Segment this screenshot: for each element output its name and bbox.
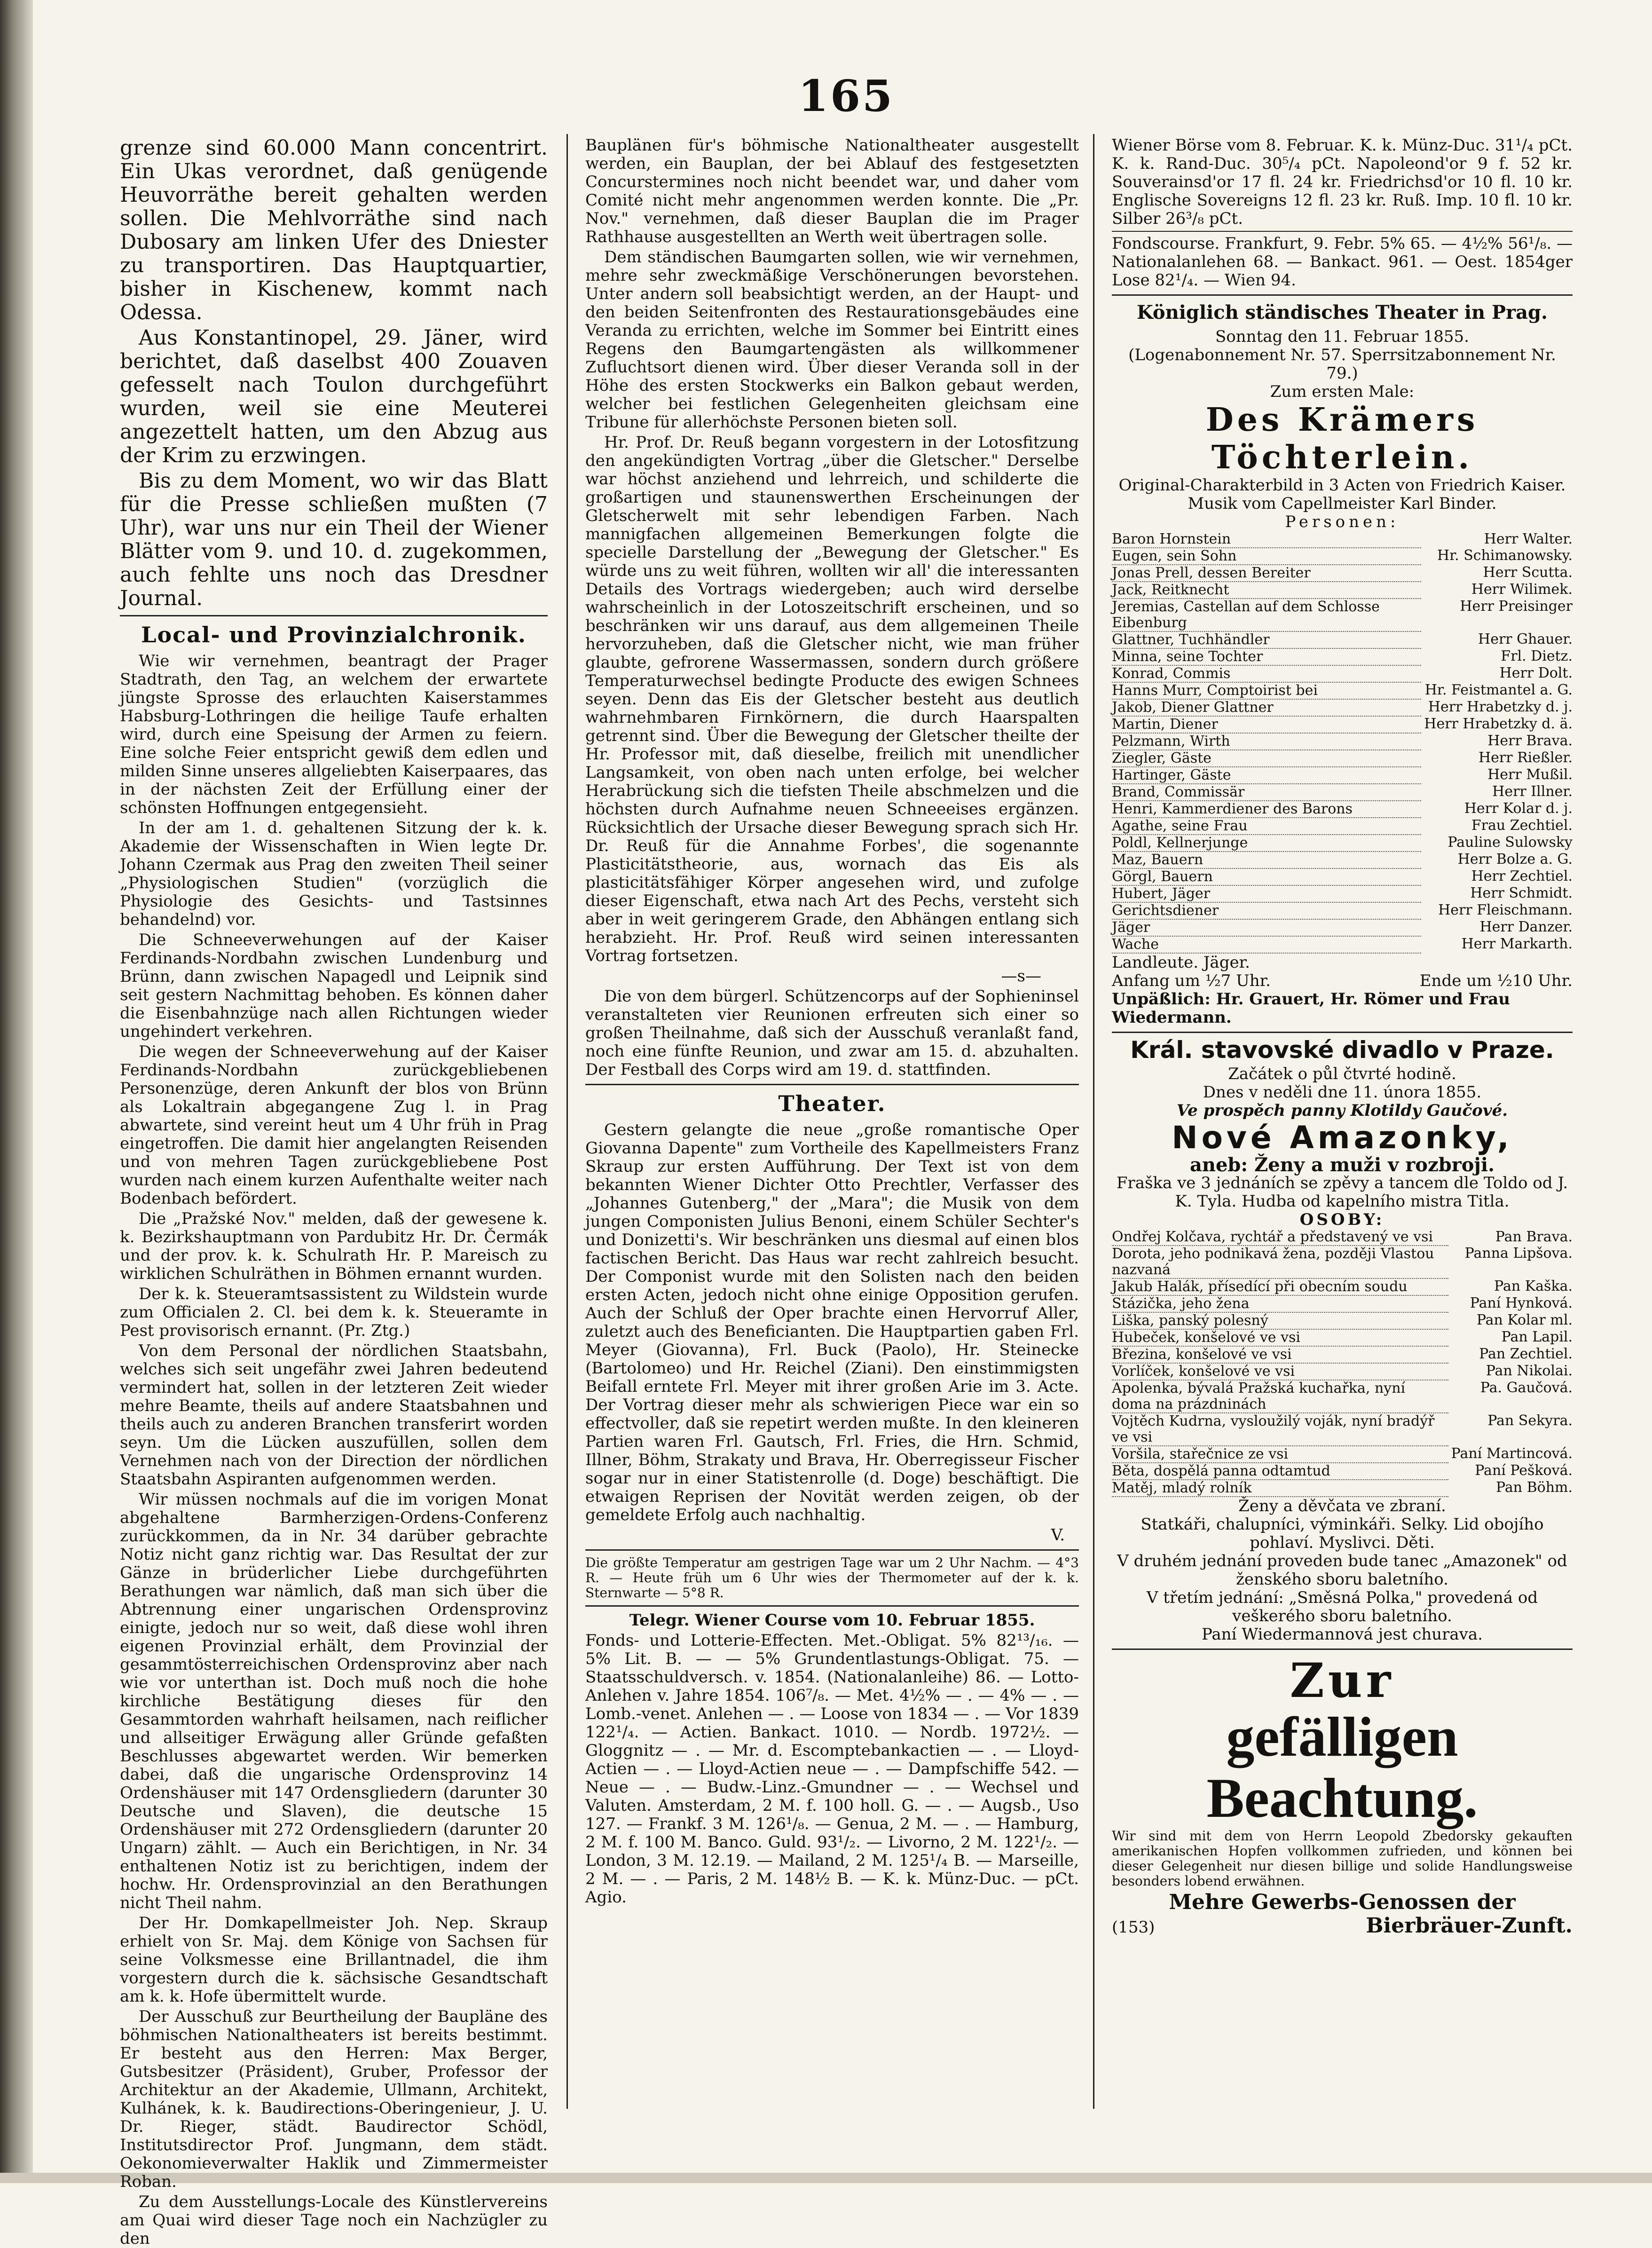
news-item: Der k. k. Steueramtsassistent zu Wildstein wurde zum Officialen 2. Cl. bei dem k. k. Steueramte in Pest provisorisch ernannt. (Pr. Ztg.) [120, 1285, 548, 1340]
cast-row [1112, 1446, 1573, 1463]
news-item: Die Schneeverwehungen auf der Kaiser Ferdinands-Nordbahn zwischen Lundenburg und Brünn, dann zwischen Napagedl und Leipnik sind seit gestern Nachmittag behoben. Es können daher die Eisenbahnzüge nach allen Richtungen wieder ungehindert verkehren. [120, 931, 548, 1041]
cast-row [1112, 1329, 1573, 1346]
cast-row [1112, 1278, 1573, 1295]
cz-date: Dnes v neděli dne 11. února 1855. [1203, 1083, 1482, 1102]
actor: Herr Scutta. [1483, 564, 1573, 581]
cast-row [1112, 902, 1573, 919]
actor: Herr Wilimek. [1471, 581, 1573, 598]
cz-note: V třetím jednání: „Směsná Polka," provedená od veškerého sboru baletního. [1146, 1588, 1538, 1625]
cast-row [1112, 648, 1573, 665]
actor: Herr Danzer. [1479, 919, 1573, 935]
cz-note: Ženy a děvčata ve zbraní. [1238, 1497, 1446, 1515]
actor: Herr Brava. [1487, 733, 1573, 749]
role: Konrad, Commis [1112, 665, 1421, 682]
ad-signature: Bierbräuer-Zunft. [1366, 1914, 1573, 1938]
telegr-heading: Telegr. Wiener Course vom 10. Februar 1855. [629, 1611, 1035, 1630]
column-rule [1093, 134, 1094, 2109]
cz-note: Paní Wiedermannová jest churava. [1202, 1625, 1483, 1644]
boerse-note: Wiener Börse vom 8. Februar. K. k. Münz-Duc. 31¹/₄ pCt. K. k. Rand-Duc. 30⁵/₄ pCt. Napoleond'or 9 f. 52 kr. Souverainsd'or 17 fl. 24 kr. Friedrichsd'or 10 fl. 10 kr. Englische Sovereigns 12 fl. 23 kr. Ruß. Imp. 10 fl. 10 kr. Silber 26³/₈ pCt. [1112, 136, 1573, 228]
news-item: Von dem Personal der nördlichen Staatsbahn, welches sich seit ungefähr zwei Jahren bedeutend vermindert hat, sollen in der letzteren Zeit wieder mehre Beamte, theils auf andere Staatsbahnen und theils auch zu anderen Branchen transferirt worden seyn. Um die Lücken auszufüllen, sollen dem Vernehmen nach von der Direction der nördlichen Staatsbahn Aspiranten aufgenommen werden. [120, 1341, 548, 1489]
paragraph: grenze sind 60.000 Mann concentrirt. Ein Ukas verordnet, daß genügende Heuvorräthe bereit gehalten werden sollen. Die Mehlvorräthe sind nach Dubosary am linken Ufer des Dniester zu transportiren. Das Hauptquartier, bisher in Kischenew, kommt nach Odessa. [120, 136, 548, 324]
cast-row [1112, 936, 1573, 953]
news-item: Die von dem bürgerl. Schützencorps auf der Sophieninsel veranstalteten vier Reunionen erfreuten sich einer so großen Theilnahme, daß sich der Ausschuß veranlaßt fand, noch eine fünfte Reunion, und zwar am 15. d. abzuhalten. Der Festball des Corps wird am 19. d. stattfinden. [585, 987, 1079, 1079]
actor: Herr Bolze a. G. [1457, 851, 1573, 868]
role: Stázička, jeho žena [1112, 1295, 1448, 1312]
role: Dorota, jeho podnikavá žena, později Vlastou nazvaná [1112, 1246, 1448, 1278]
section-heading: Local- und Provinzialchronik. [141, 622, 527, 647]
ad-heading: gefälligen Beachtung. [1206, 1705, 1478, 1829]
actor: Pan Kolar ml. [1476, 1312, 1573, 1328]
actor: Pa. Gaučová. [1480, 1380, 1573, 1396]
actor: Paní Pešková. [1475, 1462, 1573, 1479]
actor: Herr Rießler. [1478, 749, 1573, 766]
role: Baron Hornstein [1112, 531, 1421, 548]
actor: Herr Preisinger [1460, 598, 1573, 615]
news-item: Die wegen der Schneeverwehung auf der Kaiser Ferdinands-Nordbahn zurückgebliebenen Personenzüge, deren Ankunft der blos von Brünn als Lokaltrain abgegangene Zug l. in Prag abwartete, sind vereint heut um 4 Uhr früh in Prag eingetroffen. Die damit hier angelangten Reisenden und von mehren Tagen zurückgebliebene Post wurden nach einem kurzen Aufenthalte weiter nach Bodenbach befördert. [120, 1042, 548, 1208]
role: Běta, dospělá panna odtamtud [1112, 1463, 1448, 1480]
abonnement: (Logenabonnement Nr. 57. Sperrsitzabonnement Nr. 79.) [1128, 346, 1556, 383]
cast-row [1112, 1295, 1573, 1312]
ad-footer [1112, 1914, 1573, 1938]
theater-title: Königlich ständisches Theater in Prag. [1137, 301, 1548, 323]
cast-row [1112, 582, 1573, 599]
ad-text: Wir sind mit dem von Herrn Leopold Zbedorsky gekauften amerikanischen Hopfen vollkommen zufrieden, und können bei dieser Gelegenheit nur diesen billige und solide Handlungsweise besonders lobend erwähnen. [1112, 1828, 1573, 1889]
ad-heading-top: Zur [1290, 1653, 1395, 1708]
paragraph: Bauplänen für's böhmische Nationaltheater ausgestellt werden, ein Bauplan, der bei Ablauf des festgesetzten Concurstermines noch nicht beendet war, und daher vom Comité nicht mehr angenommen werden konnte. Die „Pr. Nov." vernehmen, daß dieser Bauplan die im Prager Rathhause ausgestellten an Werth weit übertragen solle. [585, 136, 1079, 246]
news-item: Zu dem Ausstellungs-Locale des Künstlervereins am Quai wird dieser Tage noch ein Nachzügler zu den [120, 2193, 548, 2248]
role: Liška, panský polesný [1112, 1312, 1448, 1329]
divider [585, 1605, 1079, 1607]
cast-row [1112, 548, 1573, 565]
role: Maz, Bauern [1112, 852, 1421, 868]
role: Hanns Murr, Comptoirist bei [1112, 682, 1421, 699]
course-listing: Fonds- und Lotterie-Effecten. Met.-Obligat. 5% 82¹³/₁₆. — 5% Lit. B. — — 5% Grundentlastungs-Obligat. 75. — Staatsschuldversch. v. 1854. (Nationalanleihe) 86. — Lotto-Anlehen v. Jahre 1854. 106⁷/₈. — Met. 4½% — . — 4% — . — Lomb.-venet. Anlehen — . — Loose von 1834 — . — Vor 1839 122¹/₄. — Actien. Bankact. 1010. — Nordb. 1972½. — Gloggnitz — . — Mr. d. Escomptebankactien — . — Lloyd-Actien — . — Lloyd-Actien neue — . — Dampfschiffe 542. — Neue — . — Budw.-Linz.-Gmundner — . — Wechsel und Valuten. Amsterdam, 2 M. f. 100 holl. G. — . — Augsb., Uso 127. — Frankf. 3 M. 126¹/₈. — Genua, 2 M. — . — Hamburg, 2 M. f. 100 M. Banco. Guld. 93¹/₂. — Livorno, 2 M. 122¹/₂. — London, 3 M. 12.19. — Mailand, 2 M. 125¹/₄ B. — Marseille, 2 M. — . — Paris, 2 M. 148½ B. — K. k. Münz-Duc. — pCt. Agio. [585, 1631, 1079, 1907]
role: Hubeček, konšelové ve vsi [1112, 1329, 1448, 1346]
news-item: Wir müssen nochmals auf die im vorigen Monat abgehaltene Barmherzigen-Ordens-Conferenz zurückkommen, da in Nr. 34 darüber gebrachte Notiz nicht ganz richtig war. Das Resultat der zur Gänze in brüderlicher Liebe durchgeführten Berathungen war nämlich, daß man sich über die Abtrennung einer ungarischen Ordensprovinz einigte, jedoch nur so weit, daß diese wohl ihren eigenen Provinzial erhält, dem Provinzial der gesammtösterreichischen Ordensprovinz aber nach wie vor unterthan ist. Doch muß noch die hohe kirchliche Bestätigung dieses für den Gesammtorden wahrhaft heilsamen, nach reiflicher und allseitiger Erwägung aller Gründe gefaßten Beschlusses abgewartet werden. Wir bemerken dabei, daß die ungarische Ordensprovinz 14 Ordenshäuser mit 147 Ordensgliedern (darunter 30 Deutsche und Slaven), die deutsche 15 Ordenshäuser mit 272 Ordensgliedern (darunter 20 Ungarn) zählt. — Auch ein Berichtigen, in Nr. 34 enthaltenen Notiz ist zu berichtigen, indem der hochw. Hr. Ordensprovinzial an den Berathungen nicht Theil nahm. [120, 1490, 548, 1912]
signature: —s— [1001, 967, 1041, 986]
cz-benefit: Ve prospěch panny Klotildy Gaučové. [1176, 1101, 1508, 1120]
actor: Herr Kolar d. j. [1464, 800, 1573, 817]
times-row [1112, 972, 1573, 990]
cast-row [1112, 665, 1573, 682]
newspaper-page [120, 71, 1573, 2248]
cz-cast-list [1112, 1229, 1573, 1497]
column-left [120, 136, 548, 2248]
cast-list [1112, 531, 1573, 954]
actor: Herr Ghauer. [1478, 631, 1573, 647]
role: Martin, Diener [1112, 716, 1421, 733]
news-item: Wie wir vernehmen, beantragt der Prager Stadtrath, den Tag, an welchem der erwartete jüngste Sprosse des erlauchten Kaiserstammes Habsburg-Lothringen die heilige Taufe erhalten wird, durch eine Speisung der Armen zu feiern. Eine solche Feier entspricht gewiß dem edlen und milden Sinne unseres allgeliebten Kaiserpaares, das in der nächsten Zeit der Erfüllung einer der schönsten Hoffnungen entgegensieht. [120, 652, 548, 817]
cast-row [1112, 1413, 1573, 1446]
cast-row [1112, 699, 1573, 716]
role: Poldl, Kellnerjunge [1112, 835, 1421, 852]
cast-heading: Personen: [1285, 513, 1400, 531]
cast-row [1112, 784, 1573, 801]
role: Ondřej Kolčava, rychtář a představený ve vsi [1112, 1229, 1448, 1246]
cast-row [1112, 767, 1573, 784]
news-item: Die „Pražské Nov." melden, daß der gewesene k. k. Bezirkshauptmann von Pardubitz Hr. Dr. Čermák und der prov. k. k. Schulrath Hr. P. Mareisch zu wirklichen Schulräthen in Böhmen ernannt wurden. [120, 1209, 548, 1283]
actor: Pauline Sulowsky [1447, 834, 1573, 851]
news-item: Hr. Prof. Dr. Reuß begann vorgestern in der Lotosfitzung den angekündigten Vortrag „über die Gletscher." Derselbe war höchst anziehend und lehrreich, und schilderte die großartigen und staunenswerthen Erscheinungen der Gletscherwelt mit sehr lebendigen Farben. Nach mannigfachen allgemeinen Bemerkungen folgte die specielle Darstellung der „Bewegung der Gletscher." Es würde uns zu weit führen, wollten wir all' die interessanten Details des Vortrags wiedergeben; auch wird derselbe wahrscheinlich in der Lotoszeitschrift erscheinen, und so beschränken wir uns darauf, aus dem allgemeinen Theile hervorzuheben, daß die Gletscher nicht, wie man früher glaubte, gefrorene Wassermassen, sondern durch größere Temperaturwechsel bedingte Producte des ewigen Schnees seyen. Denn das Eis der Gletscher besteht aus deutlich wahrnehmbaren Firnkörnern, die durch Haarspalten getrennt sind. Über die Bewegung der Gletscher theilte der Hr. Professor mit, daß dieselbe, freilich mit unendlicher Langsamkeit, von oben nach unten erfolge, bei welcher Herabrückung sich die tiefsten Theile abschmelzen und die höchsten durch Aufnahme neuen Schneeeises ergänzen. Rücksichtlich der Ursache dieser Bewegung sprach sich Hr. Dr. Reuß für die Annahme Forbes', die sogenannte Plasticitätstheorie, aus, wornach das Eis als plasticitätsfähiger Körper angesehen wird, und zufolge dieser Eigenschaft, etwa nach Art des Pechs, versteht sich aber in weit geringerem Grade, den Abhängen entlang sich herabzieht. Hr. Prof. Reuß wird seinen interessanten Vortrag fortsetzen. [585, 433, 1079, 965]
cast-row [1112, 1480, 1573, 1497]
cz-note: V druhém jednání proveden bude tanec „Amazonek" od ženského sboru baletního. [1117, 1552, 1567, 1589]
cz-play-title: Nové Amazonky, [1172, 1120, 1513, 1156]
paragraph: Aus Konstantinopel, 29. Jäner, wird berichtet, daß daselbst 400 Zouaven gefesselt nach Toulon durchgeführt wurden, weil sie eine Meuterei angezettelt hatten, um den Abzug aus der Krim zu erzwingen. [120, 326, 548, 467]
divider [585, 1549, 1079, 1551]
cast-row [1112, 801, 1573, 818]
cz-description: Fraška ve 3 jednáních se zpěvy a tancem dle Toldo od J. K. Tyla. Hudba od kapelního mistra Titla. [1116, 1174, 1568, 1211]
news-item: Der Hr. Domkapellmeister Joh. Nep. Skraup erhielt von Sr. Maj. dem Könige von Sachsen für seine Volksmesse eine Brillantnadel, die ihm vorgestern durch die k. sächsische Gesandtschaft am k. k. Hofe übermittelt wurde. [120, 1914, 548, 2006]
actor: Herr Dolt. [1499, 665, 1573, 681]
cast-row [1112, 1463, 1573, 1480]
end-time: Ende um ½10 Uhr. [1419, 971, 1573, 990]
actor: Herr Schmidt. [1470, 885, 1573, 901]
column-middle [585, 136, 1079, 2106]
actor: Paní Hynková. [1470, 1295, 1573, 1311]
role: Wache [1112, 936, 1421, 953]
role: Minna, seine Tochter [1112, 648, 1421, 665]
start-time: Anfang um ½7 Uhr. [1112, 971, 1271, 990]
temperature-note: Die größte Temperatur am gestrigen Tage war um 2 Uhr Nachm. — 4°3 R. — Heute früh um 6 Uhr wies der Thermometer auf der k. k. Sternwarte — 5°8 R. [585, 1555, 1079, 1601]
actor: Herr Zechtiel. [1471, 868, 1573, 884]
cz-play-subtitle: aneb: Ženy a muži v rozbroji. [1189, 1154, 1495, 1176]
cz-theater-title: Král. stavovské divadlo v Praze. [1130, 1036, 1554, 1064]
cast-row [1112, 531, 1573, 548]
cast-row [1112, 599, 1573, 631]
actor: Hr. Feistmantel a. G. [1424, 682, 1573, 698]
role: Jeremias, Castellan auf dem Schlosse Eibenburg [1112, 599, 1421, 631]
role: Hubert, Jäger [1112, 885, 1421, 902]
role: Jakub Halák, přísedící při obecním soudu [1112, 1278, 1448, 1295]
cast-row [1112, 682, 1573, 699]
role: Ziegler, Gäste [1112, 750, 1421, 767]
actor: Paní Martincová. [1451, 1445, 1573, 1462]
indisposed: Unpäßlich: Hr. Grauert, Hr. Römer und Frau Wiedermann. [1112, 990, 1510, 1027]
divider [1112, 294, 1573, 296]
fonds-course: Fondscourse. Frankfurt, 9. Febr. 5% 65. — 4½% 56¹/₈. — Nationalanlehen 68. — Bankact. 961. — Oest. 1854ger Lose 82¹/₄. — Wien 94. [1112, 234, 1573, 290]
role: Březina, konšelové ve vsi [1112, 1346, 1448, 1363]
role: Henri, Kammerdiener des Barons [1112, 801, 1421, 818]
cast-row [1112, 885, 1573, 902]
cast-row [1112, 919, 1573, 936]
play-subtitle: Original-Charakterbild in 3 Acten von Friedrich Kaiser. [1118, 476, 1566, 495]
actor: Pan Sekyra. [1487, 1412, 1573, 1429]
column-rule [566, 134, 568, 2109]
role: Apolenka, bývalá Pražská kuchařka, nyní doma na prázdninách [1112, 1380, 1448, 1413]
actor: Herr Hrabetzky d. ä. [1424, 716, 1573, 732]
actor: Pan Böhm. [1496, 1479, 1573, 1496]
cz-cast-heading: OSOBY: [1299, 1210, 1385, 1229]
cast-row [1112, 1246, 1573, 1278]
ad-number: (153) [1112, 1918, 1155, 1937]
cast-row [1112, 1312, 1573, 1329]
cast-row [1112, 1346, 1573, 1363]
cast-row [1112, 750, 1573, 767]
divider [120, 615, 548, 616]
actor: Herr Fleischmann. [1438, 902, 1573, 918]
scan-shadow [0, 0, 33, 2183]
role: Glattner, Tuchhändler [1112, 631, 1421, 648]
role: Jäger [1112, 919, 1421, 936]
role: Matěj, mladý rolník [1112, 1480, 1448, 1497]
news-item: Dem ständischen Baumgarten sollen, wie wir vernehmen, mehre sehr zweckmäßige Verschönerungen bevorstehen. Unter andern soll beabsichtigt werden, an der Haupt- und den beiden Seitenfronten des Restaurationsgebäudes eine Veranda zu errichten, welche im Sommer bei Eintritt eines Regens den Baumgartengästen als willkommener Zufluchtsort dienen wird. Über dieser Veranda soll in der Höhe des ersten Stockwerks ein Balkon gebaut werden, welcher bei festlichen Gelegenheiten gleichsam eine Tribune für allerhöchste Personen bieten soll. [585, 248, 1079, 432]
role: Vojtěch Kudrna, vysloužilý voják, nyní bradýř ve vsi [1112, 1413, 1448, 1446]
news-item: Der Ausschuß zur Beurtheilung der Baupläne des böhmischen Nationaltheaters ist bereits bestimmt. Er besteht aus den Herren: Max Berger, Gutsbesitzer (Präsident), Gruber, Professor der Architektur an der Akademie, Ullmann, Architekt, Kulhánek, k. k. Baudirections-Oberingenieur, J. U. Dr. Rieger, städt. Baudirector Schödl, Institutsdirector Prof. Jungmann, dem städt. Oekonomieverwalter Haklik und Zimmermeister Roban. [120, 2007, 548, 2191]
actor: Herr Illner. [1492, 783, 1573, 800]
cast-row [1112, 1380, 1573, 1413]
actor: Pan Nikolai. [1486, 1363, 1573, 1379]
role: Vorlíček, konšelové ve vsi [1112, 1363, 1448, 1380]
role: Hartinger, Gäste [1112, 767, 1421, 784]
cz-note: Statkáři, chalupníci, výminkáři. Selky. Lid obojího pohlaví. Myslivci. Děti. [1141, 1515, 1544, 1552]
role: Pelzmann, Wirth [1112, 733, 1421, 750]
cast-row [1112, 565, 1573, 582]
divider [585, 1084, 1079, 1085]
performance-date: Sonntag den 11. Februar 1855. [1215, 327, 1469, 346]
cast-row [1112, 852, 1573, 868]
actor: Hr. Schimanowsky. [1437, 547, 1573, 564]
actor: Pan Lapil. [1501, 1329, 1573, 1345]
paragraph: Bis zu dem Moment, wo wir das Blatt für die Presse schließen mußten (7 Uhr), war uns nur ein Theil der Wiener Blätter vom 9. und 10. d. zugekommen, auch fehlte uns noch das Dresdner Journal. [120, 469, 548, 610]
role: Jonas Prell, dessen Bereiter [1112, 565, 1421, 582]
actor: Herr Walter. [1484, 531, 1573, 547]
actor: Pan Zechtiel. [1479, 1346, 1573, 1362]
role: Eugen, sein Sohn [1112, 548, 1421, 565]
role: Agathe, seine Frau [1112, 818, 1421, 835]
cz-start: Začátek o půl čtvrté hodině. [1228, 1065, 1456, 1083]
cast-row [1112, 818, 1573, 835]
play-title: Des Krämers Töchterlein. [1205, 401, 1479, 476]
news-item: In der am 1. d. gehaltenen Sitzung der k. k. Akademie der Wissenschaften in Wien legte Dr. Johann Czermak aus Prag den zweiten Theil seiner „Physiologischen Studien" (vorzüglich die Physiologie des Gesichts- und Tastsinnes behandelnd) vor. [120, 819, 548, 929]
actor: Herr Mußil. [1487, 766, 1573, 783]
divider [1112, 1649, 1573, 1650]
cast-row [1112, 835, 1573, 852]
page-number: 165 [798, 71, 895, 121]
cast-row [1112, 631, 1573, 648]
cast-row [1112, 733, 1573, 750]
actor: Pan Kaška. [1494, 1278, 1573, 1294]
actor: Frl. Dietz. [1501, 648, 1573, 664]
role: Jakob, Diener Glattner [1112, 699, 1421, 716]
actor: Frau Zechtiel. [1471, 817, 1573, 834]
actor: Panna Lipšova. [1464, 1245, 1573, 1262]
cast-row [1112, 716, 1573, 733]
first-time: Zum ersten Male: [1270, 382, 1415, 401]
role: Voršila, stařečnice ze vsi [1112, 1446, 1448, 1463]
role: Görgl, Bauern [1112, 868, 1421, 885]
landleute: Landleute. Jäger. [1112, 953, 1250, 972]
signature: V. [1051, 1526, 1065, 1545]
theater-review: Gestern gelangte die neue „große romantische Oper Giovanna Dapente" zum Vortheile des Kapellmeisters Franz Skraup zur ersten Aufführung. Der Text ist von dem bekannten Wiener Dichter Otto Prechtler, Verfasser des „Johannes Gutenberg," der „Mara"; die Musik von dem jungen Componisten Julius Benoni, einem Schüler Sechter's und Donizetti's. Wir beschränken uns diesmal auf einen blos factischen Bericht. Das Haus war recht zahlreich besucht. Der Componist wurde mit den Solisten nach den beiden ersten Acten, jedoch nicht ohne einige Opposition gerufen. Auch der Schluß der Oper brachte einen Hervorruf Aller, zuletzt auch des Beneficianten. Die Hauptpartien gaben Frl. Meyer (Giovanna), Frl. Buck (Paolo), Hr. Steinecke (Bartolomeo) und Hr. Reichel (Ziani). Den einstimmigsten Beifall erntete Frl. Meyer mit ihrer großen Arie im 3. Acte. Der Vortrag dieser mehr als schwierigen Piece war ein so effectvoller, daß sie repetirt werden mußte. In den kleineren Partien waren Frl. Gautsch, Frl. Fries, die Hrn. Schmid, Illner, Böhm, Strakaty und Brava, Hr. Oberregisseur Fischer sogar nur in einer Statistenrolle (d. Doge) beschäftigt. Die etwaigen Reprisen der Novität werden zeigen, ob der gemeldete Erfolg auch nachhaltig. [585, 1120, 1079, 1524]
role: Brand, Commissär [1112, 784, 1421, 801]
cast-row [1112, 868, 1573, 885]
actor: Herr Hrabetzky d. j. [1428, 699, 1573, 715]
role: Gerichtsdiener [1112, 902, 1421, 919]
cast-row [1112, 1363, 1573, 1380]
role: Jack, Reitknecht [1112, 582, 1421, 599]
divider [1112, 1032, 1573, 1033]
theater-heading: Theater. [778, 1091, 886, 1116]
actor: Herr Markarth. [1461, 936, 1573, 952]
actor: Pan Brava. [1495, 1229, 1573, 1245]
cast-row [1112, 1229, 1573, 1246]
column-right [1112, 136, 1573, 2106]
divider [1112, 231, 1573, 232]
play-music: Musik vom Capellmeister Karl Binder. [1188, 494, 1497, 513]
ad-signature: Mehre Gewerbs-Genossen der [1169, 1890, 1516, 1914]
